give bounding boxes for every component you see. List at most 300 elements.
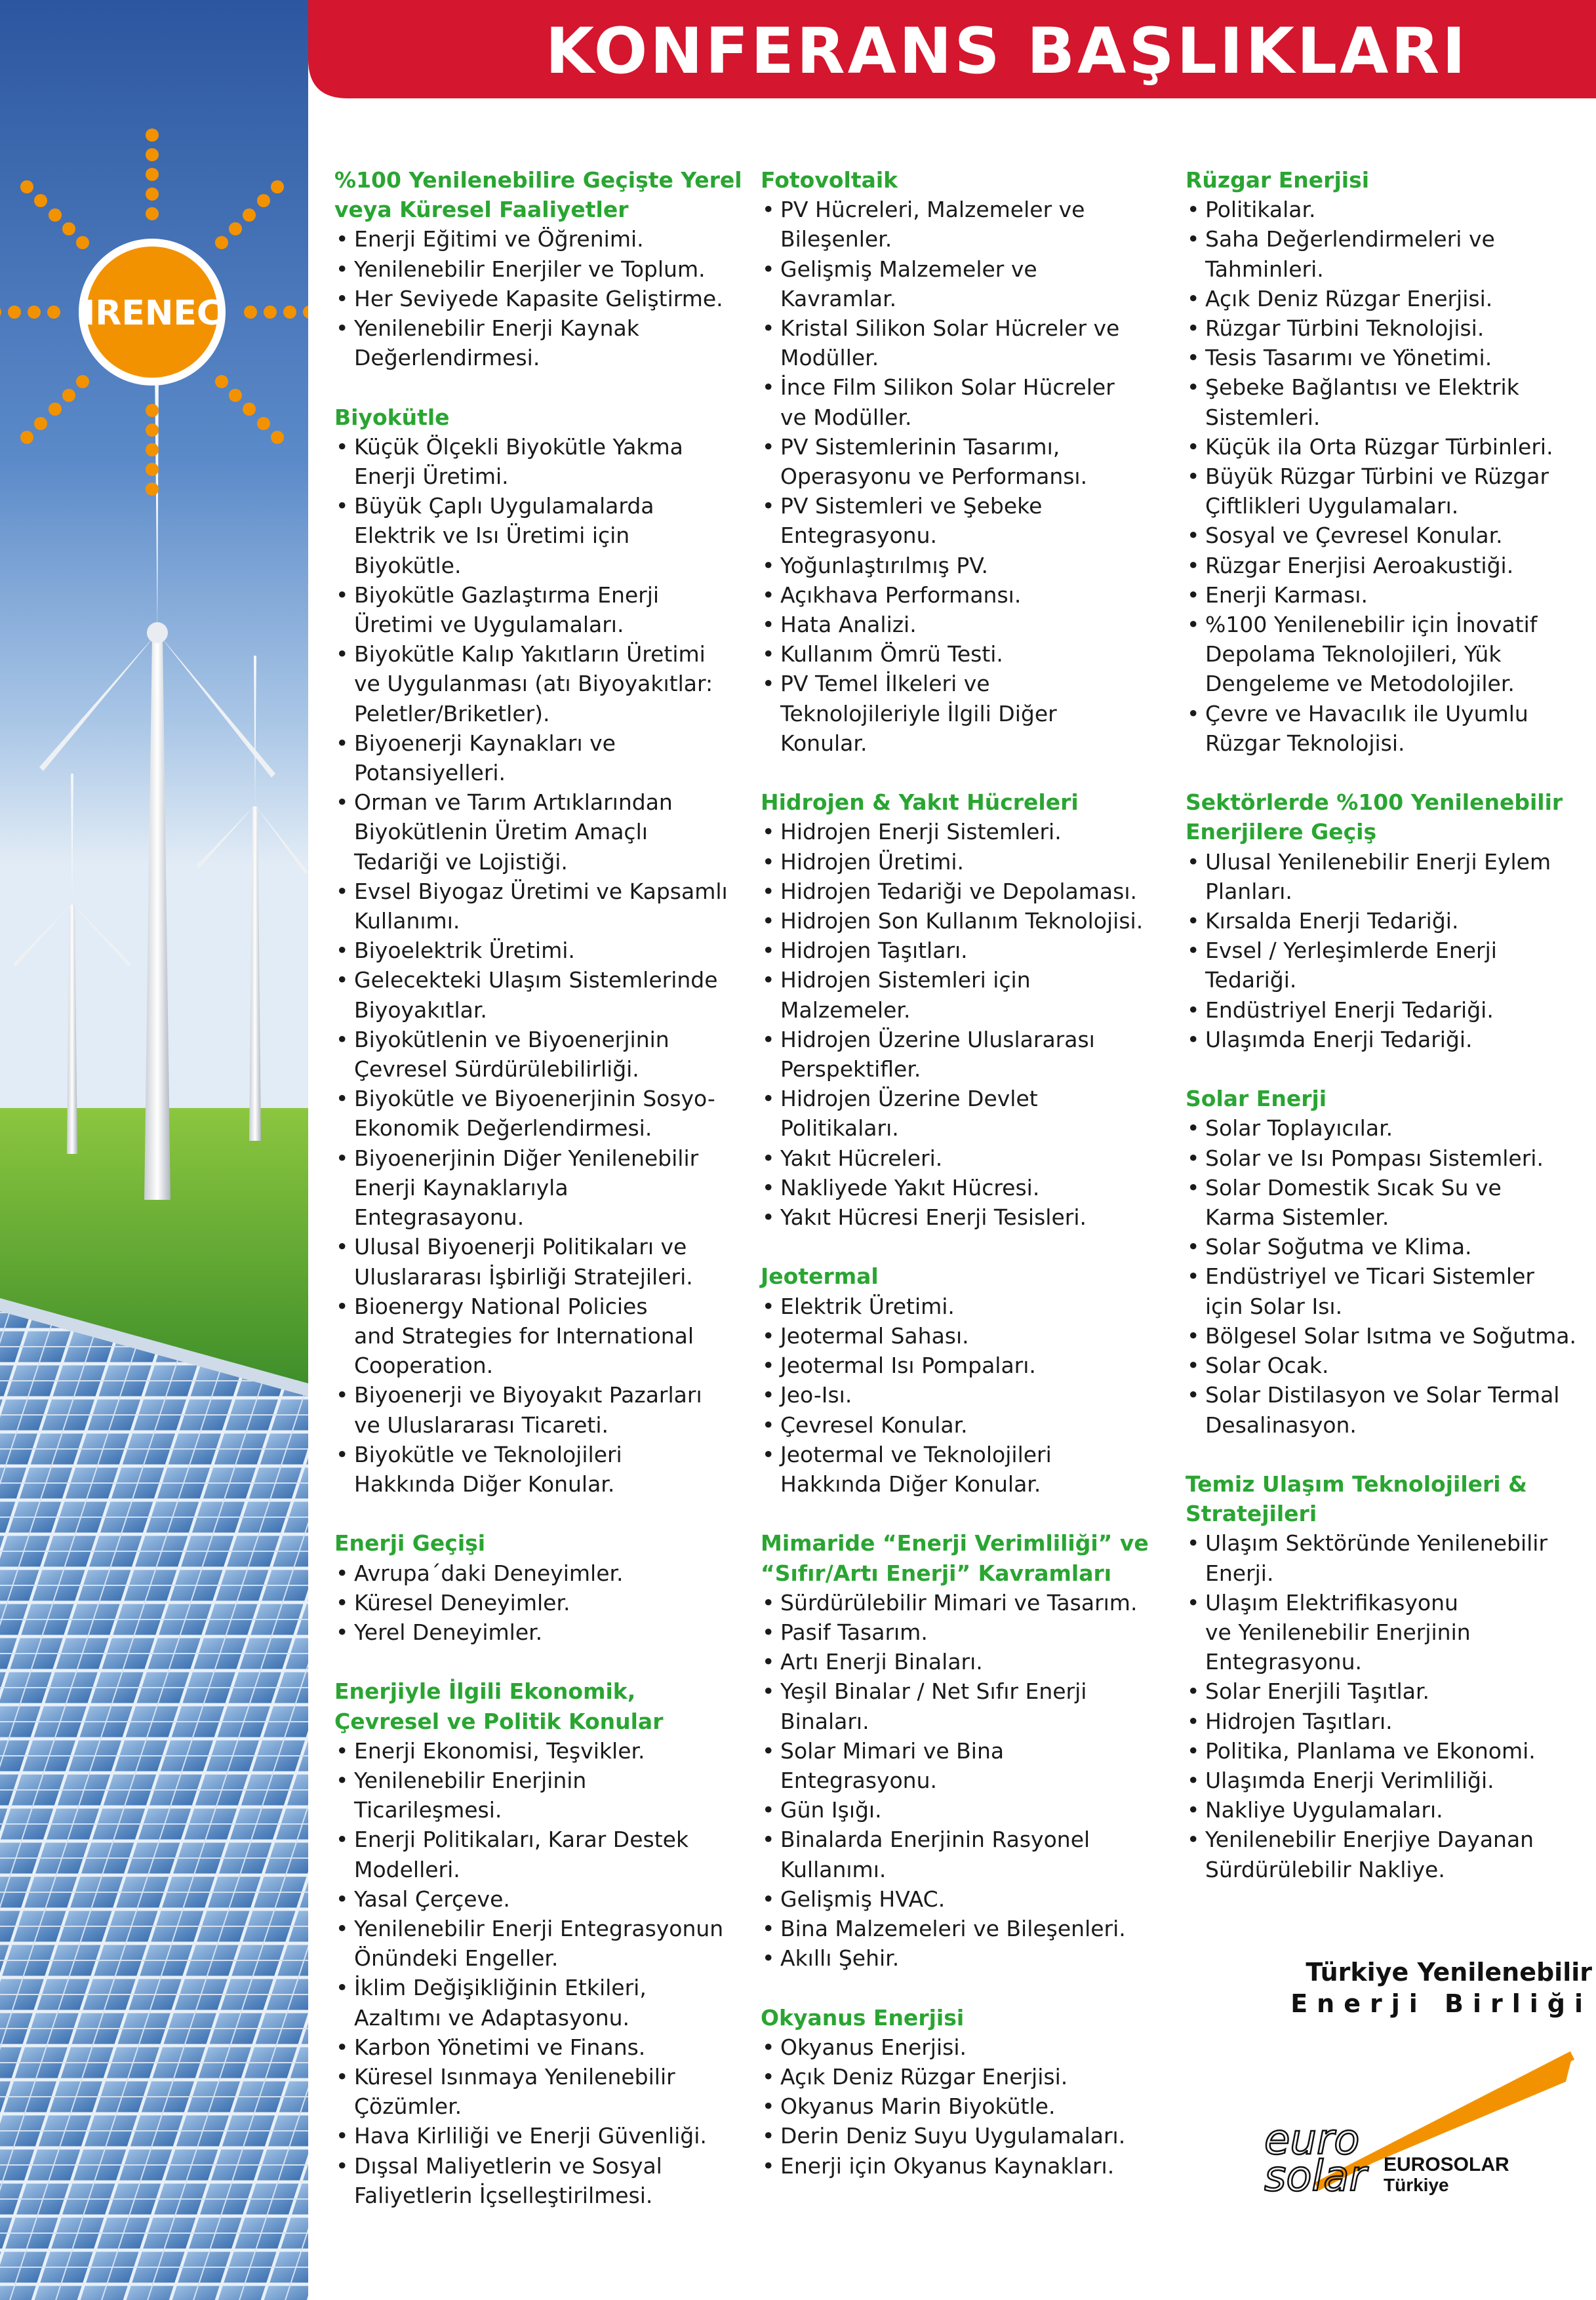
topic-item bbox=[1186, 551, 1592, 580]
topic-item bbox=[761, 432, 1180, 491]
topic-item-line: Karma Sistemler. bbox=[1205, 1204, 1389, 1231]
topic-item-line: • Küresel Isınmaya Yenilenebilir bbox=[354, 2063, 675, 2090]
topic-item-line: Biyoyakıtlar. bbox=[354, 997, 487, 1023]
topic-item bbox=[761, 491, 1180, 550]
logo-solar-word: solar bbox=[1264, 2152, 1367, 2193]
section-title bbox=[761, 787, 1180, 817]
topic-item-line: Entegrasayonu. bbox=[354, 1204, 525, 1231]
topic-item bbox=[761, 1943, 1180, 1973]
topic-item-line: • İnce Film Silikon Solar Hücreler bbox=[780, 374, 1115, 401]
topic-item-line: • Açık Deniz Rüzgar Enerjisi. bbox=[1205, 285, 1493, 311]
section-title-line: Enerji Geçişi bbox=[334, 1530, 486, 1556]
topic-item-line: • Biyokütle Kalıp Yakıtların Üretimi bbox=[354, 641, 706, 667]
topic-item bbox=[761, 847, 1180, 877]
topic-item-line: • Hidrojen Taşıtları. bbox=[1205, 1708, 1393, 1734]
section-title bbox=[334, 1528, 754, 1558]
topic-item-line: and Strategies for International bbox=[354, 1322, 694, 1349]
topic-item bbox=[761, 1914, 1180, 1943]
topic-item-line: Uluslararası İşbirliği Stratejileri. bbox=[354, 1263, 693, 1290]
topic-item bbox=[1186, 284, 1592, 313]
topic-item-line: • Hidrojen Tedariği ve Depolaması. bbox=[780, 878, 1137, 904]
topic-item-line: • Hava Kirliliği ve Enerji Güvenliği. bbox=[354, 2123, 707, 2149]
topic-item-line: • Binalarda Enerjinin Rasyonel bbox=[780, 1827, 1090, 1853]
topic-item-line: • Enerji Eğitimi ve Öğrenimi. bbox=[354, 226, 644, 252]
topic-item-line: Modüller. bbox=[780, 345, 879, 371]
topic-item bbox=[334, 1292, 754, 1381]
topic-item bbox=[1186, 462, 1592, 521]
topic-item bbox=[334, 1025, 754, 1084]
topic-item-line: • Karbon Yönetimi ve Finans. bbox=[354, 2034, 646, 2060]
eurosolar-country: Türkiye bbox=[1384, 2175, 1449, 2195]
topic-item bbox=[1186, 936, 1592, 995]
org-name-line-2: Enerji Birliği bbox=[1290, 1989, 1592, 2018]
topic-item-line: Kavramlar. bbox=[780, 285, 897, 311]
topic-item-line: • Orman ve Tarım Artıklarından bbox=[354, 789, 673, 816]
topic-item-line: • PV Sistemlerinin Tasarımı, bbox=[780, 433, 1060, 460]
section-title-line: Biyokütle bbox=[334, 404, 450, 430]
topic-item-line: • Derin Deniz Suyu Uygulamaları. bbox=[780, 2123, 1126, 2149]
topic-item-line: • Küresel Deneyimler. bbox=[354, 1589, 570, 1616]
topic-item-line: • Kırsalda Enerji Tedariği. bbox=[1205, 908, 1459, 934]
topic-item bbox=[761, 1440, 1180, 1499]
topic-section bbox=[334, 165, 754, 372]
topic-item-line: Biyokütlenin Üretim Amaçlı bbox=[354, 819, 648, 845]
topic-item-line: • Tesis Tasarımı ve Yönetimi. bbox=[1205, 345, 1492, 371]
topic-item-line: • Bina Malzemeleri ve Bileşenleri. bbox=[780, 1915, 1126, 1941]
topic-item-line: • Solar Domestik Sıcak Su ve bbox=[1205, 1174, 1502, 1200]
topic-item-line: • Küçük ila Orta Rüzgar Türbinleri. bbox=[1205, 433, 1553, 460]
section-title bbox=[761, 1261, 1180, 1291]
topic-item-line: • Saha Değerlendirmeleri ve bbox=[1205, 226, 1495, 252]
topic-section bbox=[761, 2003, 1180, 2181]
topic-item bbox=[334, 2032, 754, 2062]
topic-item-line: Konular. bbox=[780, 730, 868, 756]
topic-item-line: Çiftlikleri Uygulamaları. bbox=[1205, 493, 1459, 519]
topic-item-line: • Endüstriyel Enerji Tedariği. bbox=[1205, 997, 1494, 1023]
topic-item-line: • Artı Enerji Binaları. bbox=[780, 1649, 983, 1675]
topic-item-line: Biyokütle. bbox=[354, 552, 462, 578]
topic-item-line: • Dışsal Maliyetlerin ve Sosyal bbox=[354, 2152, 662, 2179]
topic-item bbox=[1186, 1736, 1592, 1766]
topic-item-line: Azaltımı ve Adaptasyonu. bbox=[354, 2004, 630, 2031]
org-name-line-1: Türkiye Yenilenebilir bbox=[1306, 1958, 1592, 1987]
topic-item bbox=[761, 1143, 1180, 1173]
topic-item-line: • Biyoenerji Kaynakları ve bbox=[354, 730, 616, 756]
topic-item bbox=[1186, 1825, 1592, 1884]
topic-item bbox=[334, 965, 754, 1024]
topic-item-line: Entegrasyonu. bbox=[780, 523, 937, 549]
topic-column-3 bbox=[1186, 165, 1592, 1914]
topic-item-line: Entegrasyonu. bbox=[1205, 1649, 1362, 1675]
topic-item-line: Perspektifler. bbox=[780, 1056, 921, 1082]
section-title-line: Hidrojen & Yakıt Hücreleri bbox=[761, 789, 1079, 816]
topic-item-line: • Hidrojen Son Kullanım Teknolojisi. bbox=[780, 908, 1144, 934]
topic-item bbox=[334, 580, 754, 639]
topic-item bbox=[761, 254, 1180, 313]
topic-item bbox=[1186, 906, 1592, 936]
section-title-line: Sektörlerde %100 Yenilenebilir bbox=[1186, 789, 1563, 816]
topic-item-line: Ticarileşmesi. bbox=[354, 1797, 502, 1823]
topic-item bbox=[761, 551, 1180, 580]
topic-list bbox=[1186, 1528, 1592, 1884]
topic-item bbox=[334, 432, 754, 491]
topic-section bbox=[1186, 165, 1592, 758]
topic-item-line: • Küçük Ölçekli Biyokütle Yakma bbox=[354, 433, 683, 460]
topic-item bbox=[334, 1617, 754, 1647]
topic-item-line: • Enerji için Okyanus Kaynakları. bbox=[780, 2152, 1115, 2179]
topic-item-line: • Gelişmiş Malzemeler ve bbox=[780, 256, 1037, 282]
topic-list bbox=[334, 432, 754, 1499]
topic-item bbox=[761, 1884, 1180, 1914]
topic-item bbox=[1186, 521, 1592, 550]
topic-item-line: • Yerel Deneyimler. bbox=[354, 1619, 543, 1645]
topic-item bbox=[761, 1202, 1180, 1232]
topic-item bbox=[761, 1321, 1180, 1351]
section-title-line: Stratejileri bbox=[1186, 1501, 1317, 1527]
topic-item-line: • Hidrojen Enerji Sistemleri. bbox=[780, 819, 1062, 845]
topic-column-1 bbox=[334, 165, 754, 2240]
topic-item-line: Depolama Teknolojileri, Yük bbox=[1205, 641, 1502, 667]
topic-item bbox=[1186, 1351, 1592, 1380]
section-title-line: veya Küresel Faaliyetler bbox=[334, 197, 629, 223]
topic-section bbox=[761, 1528, 1180, 1973]
section-title-line: Enerjilere Geçiş bbox=[1186, 819, 1377, 845]
topic-item bbox=[761, 1676, 1180, 1735]
topic-item bbox=[761, 1351, 1180, 1380]
section-title-line: %100 Yenilenebilire Geçişte Yerel bbox=[334, 167, 742, 193]
topic-item bbox=[334, 728, 754, 787]
topic-item-line: Çevresel Sürdürülebilirliği. bbox=[354, 1056, 639, 1082]
topic-section bbox=[761, 165, 1180, 758]
topic-item-line: Teknolojileriyle İlgili Diğer bbox=[780, 700, 1057, 726]
topic-item-line: • Solar Mimari ve Bina bbox=[780, 1737, 1005, 1764]
topic-item-line: • PV Temel İlkeleri ve bbox=[780, 671, 990, 697]
topic-item-line: • Yeşil Binalar / Net Sıfır Enerji bbox=[780, 1678, 1087, 1705]
topic-item bbox=[1186, 1795, 1592, 1825]
photo-panel bbox=[0, 0, 308, 2300]
topic-item bbox=[334, 877, 754, 936]
topic-item bbox=[334, 2121, 754, 2151]
topic-item-line: Rüzgar Teknolojisi. bbox=[1205, 730, 1405, 756]
topic-item bbox=[334, 1736, 754, 1766]
topic-item bbox=[1186, 195, 1592, 224]
topic-item-line: Çözümler. bbox=[354, 2093, 462, 2120]
topic-item-line: Sistemleri. bbox=[1205, 404, 1321, 430]
topic-item-line: Faliyetlerin İçselleştirilmesi. bbox=[354, 2182, 653, 2208]
topic-item bbox=[1186, 1025, 1592, 1054]
topic-item-line: • Yenilenebilir Enerji Kaynak bbox=[354, 315, 639, 342]
topic-item bbox=[1186, 313, 1592, 343]
topic-item-line: Cooperation. bbox=[354, 1353, 494, 1379]
topic-item-line: • Jeotermal ve Teknolojileri bbox=[780, 1441, 1052, 1467]
topic-item bbox=[1186, 432, 1592, 462]
topic-item-line: • Solar Toplayıcılar. bbox=[1205, 1115, 1393, 1141]
topic-item-line: • Rüzgar Enerjisi Aeroakustiği. bbox=[1205, 552, 1514, 578]
topic-item-line: • Biyoelektrik Üretimi. bbox=[354, 938, 575, 964]
topic-item-line: Peletler/Briketler). bbox=[354, 700, 550, 726]
topic-item-line: • Solar Soğutma ve Klima. bbox=[1205, 1234, 1472, 1260]
topic-item-line: • Yenilenebilir Enerjiler ve Toplum. bbox=[354, 256, 706, 282]
topic-item-line: • Hidrojen Üretimi. bbox=[780, 848, 965, 875]
topic-item-line: • Biyoenerjinin Diğer Yenilenebilir bbox=[354, 1145, 699, 1171]
topic-item-line: Entegrasyonu. bbox=[780, 1767, 937, 1793]
topic-item-line: • Gelecekteki Ulaşım Sistemlerinde bbox=[354, 967, 718, 993]
topic-item-line: • Yenilenebilir Enerji Entegrasyonun bbox=[354, 1915, 724, 1941]
topic-item bbox=[334, 936, 754, 965]
topic-item bbox=[761, 936, 1180, 965]
section-title-line: Çevresel ve Politik Konular bbox=[334, 1708, 664, 1734]
topic-item-line: • Enerji Politikaları, Karar Destek bbox=[354, 1827, 689, 1853]
topic-item-line: • Bölgesel Solar Isıtma ve Soğutma. bbox=[1205, 1322, 1576, 1349]
topic-item bbox=[1186, 1113, 1592, 1143]
topic-item bbox=[761, 2121, 1180, 2151]
topic-item-line: Enerji Kaynaklarıyla bbox=[354, 1174, 569, 1200]
topic-item-line: Planları. bbox=[1205, 878, 1292, 904]
logo-block bbox=[1264, 1957, 1592, 2193]
topic-item-line: Sürdürülebilir Nakliye. bbox=[1205, 1856, 1445, 1882]
header-banner bbox=[308, 0, 1596, 98]
topic-item-line: için Solar Isı. bbox=[1205, 1293, 1343, 1319]
topic-item bbox=[334, 1825, 754, 1884]
topic-list bbox=[1186, 847, 1592, 1054]
topic-item-line: • Biyokütle Gazlaştırma Enerji bbox=[354, 582, 660, 608]
topic-section bbox=[1186, 787, 1592, 1054]
topic-section bbox=[334, 1528, 754, 1647]
topic-item-line: • Hidrojen Taşıtları. bbox=[780, 938, 968, 964]
topic-item bbox=[334, 1143, 754, 1233]
topic-item bbox=[761, 817, 1180, 846]
topic-item-line: • Açıkhava Performansı. bbox=[780, 582, 1022, 608]
topic-item bbox=[761, 1825, 1180, 1884]
topic-item-line: Potansiyelleri. bbox=[354, 760, 506, 786]
section-title bbox=[761, 1528, 1180, 1587]
topic-item bbox=[1186, 699, 1592, 758]
topic-item bbox=[761, 2062, 1180, 2092]
topic-item bbox=[761, 1025, 1180, 1084]
topic-item-line: • Biyokütle ve Teknolojileri bbox=[354, 1441, 622, 1467]
topic-item bbox=[1186, 1588, 1592, 1677]
topic-item-line: ve Uygulanması (atı Biyoyakıtlar: bbox=[354, 671, 713, 697]
topic-item bbox=[1186, 1707, 1592, 1736]
topic-item-line: • Çevre ve Havacılık ile Uyumlu bbox=[1205, 700, 1528, 726]
topic-item-line: • Ulaşımda Enerji Tedariği. bbox=[1205, 1026, 1473, 1052]
section-title-line: Rüzgar Enerjisi bbox=[1186, 167, 1370, 193]
topic-list bbox=[1186, 195, 1592, 758]
topic-item bbox=[761, 1173, 1180, 1202]
topic-item bbox=[334, 491, 754, 580]
topic-item-line: • Solar Distilasyon ve Solar Termal bbox=[1205, 1382, 1560, 1408]
topic-item-line: • Gün Işığı. bbox=[780, 1797, 882, 1823]
topic-item bbox=[1186, 1173, 1592, 1232]
topic-item-line: Ekonomik Değerlendirmesi. bbox=[354, 1115, 652, 1141]
topic-item bbox=[761, 1588, 1180, 1617]
topic-item-line: • Okyanus Marin Biyokütle. bbox=[780, 2093, 1056, 2120]
topic-list bbox=[761, 195, 1180, 758]
topic-item bbox=[1186, 343, 1592, 372]
topic-item bbox=[1186, 1321, 1592, 1351]
section-title-line: Temiz Ulaşım Teknolojileri & bbox=[1186, 1471, 1527, 1497]
topic-item-line: • PV Sistemleri ve Şebeke bbox=[780, 493, 1043, 519]
topic-item-line: • Kristal Silikon Solar Hücreler ve bbox=[780, 315, 1120, 342]
topic-item bbox=[1186, 1232, 1592, 1261]
topic-section bbox=[761, 1261, 1180, 1499]
topic-item bbox=[761, 877, 1180, 906]
topic-item bbox=[334, 1232, 754, 1291]
topic-item-line: • Yakıt Hücresi Enerji Tesisleri. bbox=[780, 1204, 1087, 1231]
topic-item-line: • %100 Yenilenebilir için İnovatif bbox=[1205, 612, 1538, 638]
topic-item bbox=[761, 195, 1180, 254]
topic-item-line: • Hidrojen Üzerine Uluslararası bbox=[780, 1026, 1095, 1052]
topic-item bbox=[1186, 1261, 1592, 1320]
topic-item bbox=[761, 2092, 1180, 2121]
solar-panels bbox=[0, 1298, 308, 2300]
topic-item bbox=[334, 1973, 754, 2032]
section-title-line: Solar Enerji bbox=[1186, 1086, 1327, 1112]
topic-item-line: • Solar ve Isı Pompası Sistemleri. bbox=[1205, 1145, 1544, 1171]
topic-item-line: • Ulusal Biyoenerji Politikaları ve bbox=[354, 1234, 687, 1260]
topic-item bbox=[334, 2151, 754, 2210]
topic-item-line: • Evsel / Yerleşimlerde Enerji bbox=[1205, 938, 1497, 964]
topic-item bbox=[1186, 995, 1592, 1025]
topic-item bbox=[334, 1440, 754, 1499]
topic-item-line: • Hidrojen Sistemleri için bbox=[780, 967, 1031, 993]
topic-item bbox=[334, 2062, 754, 2121]
topic-item bbox=[334, 1884, 754, 1914]
topic-item-line: • Her Seviyede Kapasite Geliştirme. bbox=[354, 285, 723, 311]
topic-item-line: • Hata Analizi. bbox=[780, 612, 917, 638]
topic-item-line: Tahminleri. bbox=[1205, 256, 1324, 282]
topic-item-line: • Biyokütlenin ve Biyoenerjinin bbox=[354, 1026, 669, 1052]
topic-item-line: • Nakliyede Yakıt Hücresi. bbox=[780, 1174, 1040, 1200]
topic-item-line: • Evsel Biyogaz Üretimi ve Kapsamlı bbox=[354, 878, 728, 904]
topic-item-line: Elektrik ve Isı Üretimi için bbox=[354, 523, 630, 549]
section-title bbox=[1186, 165, 1592, 195]
topic-item-line: Hakkında Diğer Konular. bbox=[354, 1471, 615, 1497]
topic-item-line: Modelleri. bbox=[354, 1856, 460, 1882]
topic-item-line: • Yoğunlaştırılmış PV. bbox=[780, 552, 989, 578]
section-title-line: “Sıfır/Artı Enerji” Kavramları bbox=[761, 1560, 1112, 1586]
page-title: KONFERANS BAŞLIKLARI bbox=[545, 14, 1468, 88]
topic-item-line: Dengeleme ve Metodolojiler. bbox=[1205, 671, 1515, 697]
topic-item-line: • Enerji Karması. bbox=[1205, 582, 1368, 608]
topic-item-line: • Elektrik Üretimi. bbox=[780, 1293, 955, 1319]
topic-item-line: • Pasif Tasarım. bbox=[780, 1619, 928, 1645]
topic-item-line: ve Modüller. bbox=[780, 404, 912, 430]
topic-item bbox=[334, 1558, 754, 1588]
topic-column-2 bbox=[761, 165, 1180, 2210]
topic-item bbox=[334, 1380, 754, 1439]
topic-list bbox=[334, 1558, 754, 1648]
topic-section bbox=[1186, 1469, 1592, 1884]
topic-list bbox=[334, 1736, 754, 2210]
topic-item-line: Desalinasyon. bbox=[1205, 1412, 1357, 1438]
topic-item bbox=[1186, 1143, 1592, 1173]
topic-item-line: • Biyoenerji ve Biyoyakıt Pazarları bbox=[354, 1382, 702, 1408]
topic-item-line: Bileşenler. bbox=[780, 226, 892, 252]
section-title-line: Jeotermal bbox=[761, 1263, 879, 1290]
topic-item-line: • İklim Değişikliğinin Etkileri, bbox=[354, 1975, 647, 2001]
topic-item-line: • Çevresel Konular. bbox=[780, 1412, 968, 1438]
topic-item-line: • Yenilenebilir Enerjiye Dayanan bbox=[1205, 1827, 1534, 1853]
topic-item-line: • Bioenergy National Policies bbox=[354, 1293, 648, 1319]
topic-item bbox=[1186, 1380, 1592, 1439]
topic-item bbox=[1186, 1676, 1592, 1706]
topic-item-line: • Jeo-Isı. bbox=[780, 1382, 852, 1408]
topic-item-line: Tedariği. bbox=[1205, 967, 1297, 993]
topic-item-line: • Kullanım Ömrü Testi. bbox=[780, 641, 1003, 667]
topic-item-line: Operasyonu ve Performansı. bbox=[780, 464, 1088, 490]
topic-item-line: ve Yenilenebilir Enerjinin bbox=[1205, 1619, 1471, 1645]
topic-section bbox=[761, 787, 1180, 1232]
topic-item bbox=[761, 669, 1180, 758]
topic-item-line: Malzemeler. bbox=[780, 997, 911, 1023]
topic-item bbox=[334, 1588, 754, 1617]
section-title bbox=[334, 165, 754, 224]
topic-item-line: Kullanımı. bbox=[780, 1856, 887, 1882]
topic-item bbox=[334, 1766, 754, 1825]
topic-item-line: Politikaları. bbox=[780, 1115, 899, 1141]
topic-item-line: • Şebeke Bağlantısı ve Elektrik bbox=[1205, 374, 1519, 401]
topic-item bbox=[334, 787, 754, 877]
topic-item bbox=[761, 1795, 1180, 1825]
topic-item-line: Enerji Üretimi. bbox=[354, 464, 509, 490]
topic-item bbox=[1186, 580, 1592, 610]
topic-section bbox=[1186, 1084, 1592, 1439]
topic-item-line: • Solar Enerjili Taşıtlar. bbox=[1205, 1678, 1430, 1705]
topic-item-line: • Politika, Planlama ve Ekonomi. bbox=[1205, 1737, 1536, 1764]
topic-item-line: • Ulaşım Sektöründe Yenilenebilir bbox=[1205, 1530, 1548, 1556]
topic-item bbox=[761, 1617, 1180, 1647]
topic-list bbox=[761, 2032, 1180, 2181]
topic-item bbox=[334, 639, 754, 728]
section-title-line: Mimaride “Enerji Verimliliği” ve bbox=[761, 1530, 1149, 1556]
topic-item bbox=[761, 965, 1180, 1024]
topic-item bbox=[761, 313, 1180, 372]
irenec-badge: IRENEC bbox=[82, 294, 222, 333]
topic-item bbox=[334, 224, 754, 254]
eurosolar-name: EUROSOLAR bbox=[1384, 2154, 1509, 2175]
topic-item-line: • Akıllı Şehir. bbox=[780, 1945, 900, 1972]
topic-item bbox=[1186, 372, 1592, 431]
section-title bbox=[761, 2003, 1180, 2032]
topic-item-line: • Solar Ocak. bbox=[1205, 1353, 1329, 1379]
section-title-line: Okyanus Enerjisi bbox=[761, 2004, 965, 2031]
topic-item bbox=[761, 1292, 1180, 1321]
topic-item bbox=[761, 1380, 1180, 1410]
topic-item bbox=[761, 639, 1180, 669]
topic-item-line: • Ulaşımda Enerji Verimliliği. bbox=[1205, 1767, 1494, 1793]
topic-item-line: • Avrupa´daki Deneyimler. bbox=[354, 1560, 624, 1586]
topic-item bbox=[1186, 1766, 1592, 1795]
topic-item-line: ve Uluslararası Ticareti. bbox=[354, 1412, 608, 1438]
topic-item bbox=[761, 610, 1180, 639]
topic-item bbox=[761, 1084, 1180, 1143]
topic-section bbox=[334, 403, 754, 1499]
topic-item bbox=[761, 372, 1180, 431]
topic-item-line: • Yasal Çerçeve. bbox=[354, 1886, 510, 1912]
topic-item bbox=[334, 254, 754, 284]
topic-item-line: • Sosyal ve Çevresel Konular. bbox=[1205, 523, 1503, 549]
topic-item-line: • Enerji Ekonomisi, Teşvikler. bbox=[354, 1737, 645, 1764]
topic-list bbox=[1186, 1113, 1592, 1439]
topic-item bbox=[761, 580, 1180, 610]
topic-item-line: Üretimi ve Uygulamaları. bbox=[354, 612, 624, 638]
topic-item-line: Kullanımı. bbox=[354, 908, 460, 934]
topic-item bbox=[761, 2151, 1180, 2181]
topic-item-line: • Ulusal Yenilenebilir Enerji Eylem bbox=[1205, 848, 1551, 875]
section-title bbox=[1186, 787, 1592, 846]
topic-item-line: • Jeotermal Isı Pompaları. bbox=[780, 1353, 1036, 1379]
